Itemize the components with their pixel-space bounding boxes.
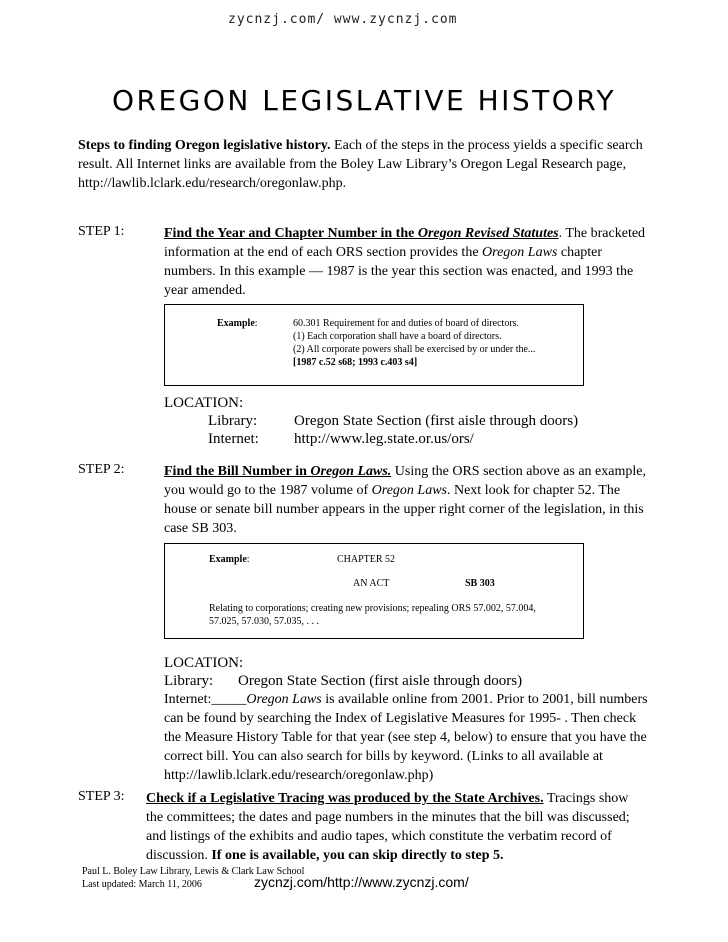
step1-example-box — [164, 304, 584, 386]
step3-label: STEP 3: — [78, 789, 125, 804]
step2-internet-paragraph — [164, 690, 648, 785]
step3-bold-end: If one is available, you can skip directly to step 5. — [211, 848, 504, 863]
step2-text-a: Using the ORS section above as an example, you would go to the 1987 volume of — [164, 464, 646, 498]
step1-location-label: LOCATION: — [164, 395, 244, 411]
step2-internet-italic: Oregon Laws — [246, 692, 322, 707]
step2-paragraph — [164, 462, 648, 538]
step3-paragraph — [146, 789, 648, 865]
step1-example-label: Example: — [217, 318, 258, 329]
step3-text: Tracings show the committees; the dates and page numbers in the minutes that the bill was discussed; and listings of the exhibits and audio tapes, which constitute the verbatim record of discussion. — [146, 791, 630, 863]
step2-heading-b: Oregon Laws. — [310, 464, 392, 479]
step1-text-c: chapter numbers. In this example — 1987 is the year this section was enacted, and 1993 the year amended. — [164, 245, 634, 298]
intro-paragraph — [78, 136, 658, 193]
intro-text: Each of the steps in the process yields a specific search result. All Internet links are available from the Boley Law Library’s Oregon Legal Research page, http://lawlib.lclark.edu/research/oregonlaw.php. — [78, 138, 643, 191]
step2-internet-label: Internet:_____ — [164, 692, 247, 707]
step2-text-b: Oregon Laws — [371, 483, 447, 498]
footer-watermark: zycnzj.com/http://www.zycnzj.com/ — [254, 874, 469, 890]
intro-bold: Steps to finding Oregon legislative history. — [78, 138, 331, 153]
step3-heading: Check if a Legislative Tracing was produced by the State Archives. — [146, 791, 544, 806]
step1-heading-b: Oregon Revised Statutes — [417, 226, 559, 241]
footer-line-1: Paul L. Boley Law Library, Lewis & Clark Law School — [82, 866, 305, 877]
step2-example-box — [164, 543, 584, 639]
page-title: OREGON LEGISLATIVE HISTORY — [112, 84, 617, 117]
step1-text-b: Oregon Laws — [482, 245, 558, 260]
step1-text-a: The bracketed information at the end of each ORS section provides the — [164, 226, 646, 260]
step2-internet-text: is available online from 2001. Prior to 2001, bill numbers can be found by searching the Index of Legislative Measures for 1995- . Then check the Measure History Table for that year (see step 4, below) to ensure that you have the correct bill. You can also search for bills by keyword. (Links to all available at http://lawlib.lclark.edu/research/oregonlaw.php) — [164, 692, 648, 783]
step1-library-value: Oregon State Section (first aisle through doors) — [294, 413, 579, 429]
step1-internet-link[interactable]: http://www.leg.state.or.us/ors/ — [294, 431, 474, 447]
step2-example-bill: SB 303 — [465, 578, 495, 589]
footer-line-2: Last updated: March 11, 2006 — [82, 879, 202, 890]
step1-internet-label: Internet: — [208, 431, 259, 447]
step1-library-label: Library: — [208, 413, 258, 429]
step2-example-an-act: AN ACT — [353, 578, 390, 589]
step2-heading-a: Find the Bill Number in — [164, 464, 311, 479]
step2-text-c: . Next look for chapter 52. The house or senate bill number appears in the upper right corner of the legislation, in this case SB 303. — [164, 483, 644, 536]
step1-example-text — [293, 317, 579, 369]
example-line-1: 60.301 Requirement for and duties of board of directors. — [293, 318, 520, 329]
step1-label: STEP 1: — [78, 224, 125, 239]
step1-heading-a: Find the Year and Chapter Number in the — [164, 226, 418, 241]
step2-library-value: Oregon State Section (first aisle through doors) — [238, 673, 523, 689]
step2-library-label: Library: — [164, 673, 214, 689]
step2-label: STEP 2: — [78, 462, 125, 477]
example-bracket: [1987 c.52 s68; 1993 c.403 s4] — [293, 357, 418, 368]
watermark-top: zycnzj.com/ www.zycnzj.com — [228, 12, 458, 27]
example-line-3: (2) All corporate powers shall be exercised by or under the... — [293, 344, 536, 355]
step2-location-label: LOCATION: — [164, 655, 244, 671]
step1-paragraph — [164, 224, 648, 300]
step2-example-relating: Relating to corporations; creating new provisions; repealing ORS 57.002, 57.004, 57.025, 57.030, 57.035, . . . — [209, 603, 536, 627]
example-line-2: (1) Each corporation shall have a board of directors. — [293, 331, 502, 342]
step2-example-chapter: CHAPTER 52 — [337, 554, 396, 565]
step1-heading-c: . — [558, 226, 563, 241]
step2-example-label: Example: — [209, 554, 250, 565]
